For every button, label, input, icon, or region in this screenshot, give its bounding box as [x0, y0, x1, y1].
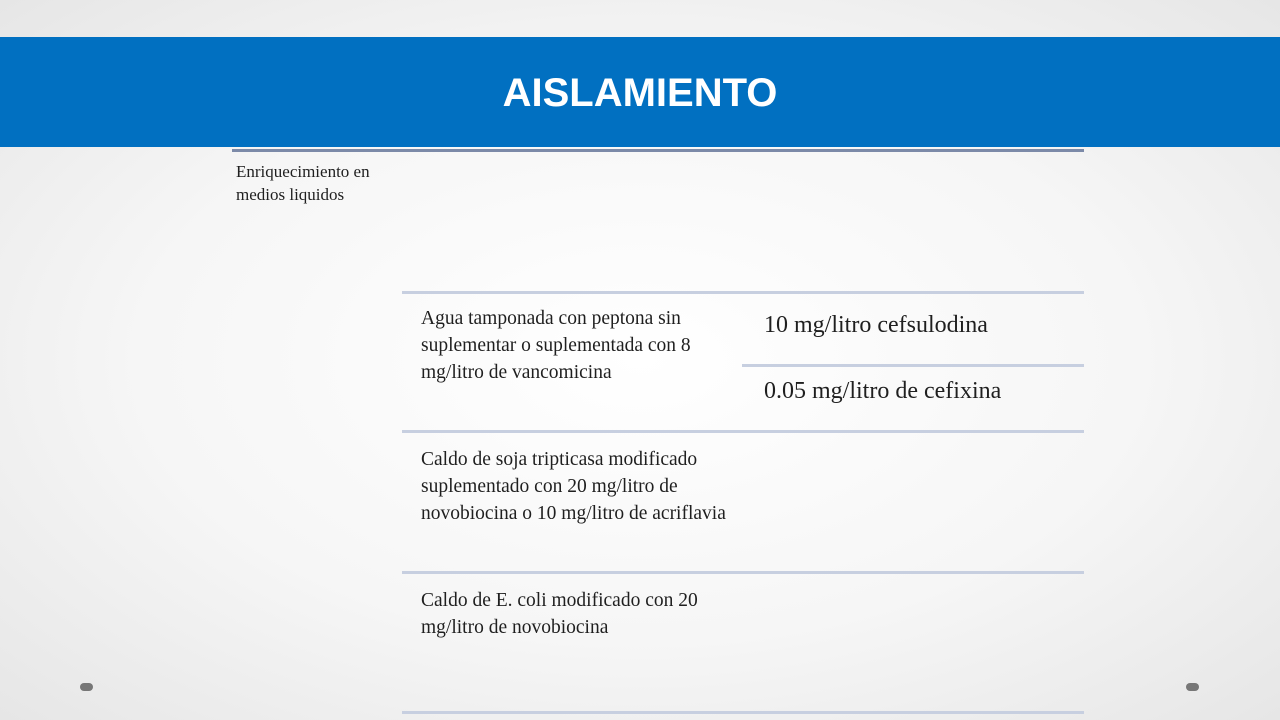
child-divider-3 [402, 571, 1084, 574]
child-node-3: Caldo de E. coli modificado con 20 mg/litro de novobiocina [421, 590, 698, 638]
child-divider-1 [402, 291, 1084, 294]
bottom-divider [402, 711, 1084, 714]
title-bar [0, 37, 1280, 147]
root-node-label: Enriquecimiento en medios liquidos [236, 162, 370, 204]
child-divider-2 [402, 430, 1084, 433]
child-node-2: Caldo de soja tripticasa modificado suplementado con 20 mg/litro de novobiocina o 10 mg/litro de acriflavia [421, 449, 726, 524]
slide-title: AISLAMIENTO [502, 71, 778, 115]
right-corner-dot [1186, 683, 1199, 691]
option-node-2: 0.05 mg/litro de cefixina [764, 378, 1002, 404]
top-divider [232, 149, 1084, 152]
option-node-1: 10 mg/litro cefsulodina [764, 312, 988, 338]
left-corner-dot [80, 683, 93, 691]
option-divider [742, 364, 1084, 367]
child-node-1: Agua tamponada con peptona sin suplementar o suplementada con 8 mg/litro de vancomicina [421, 308, 691, 383]
